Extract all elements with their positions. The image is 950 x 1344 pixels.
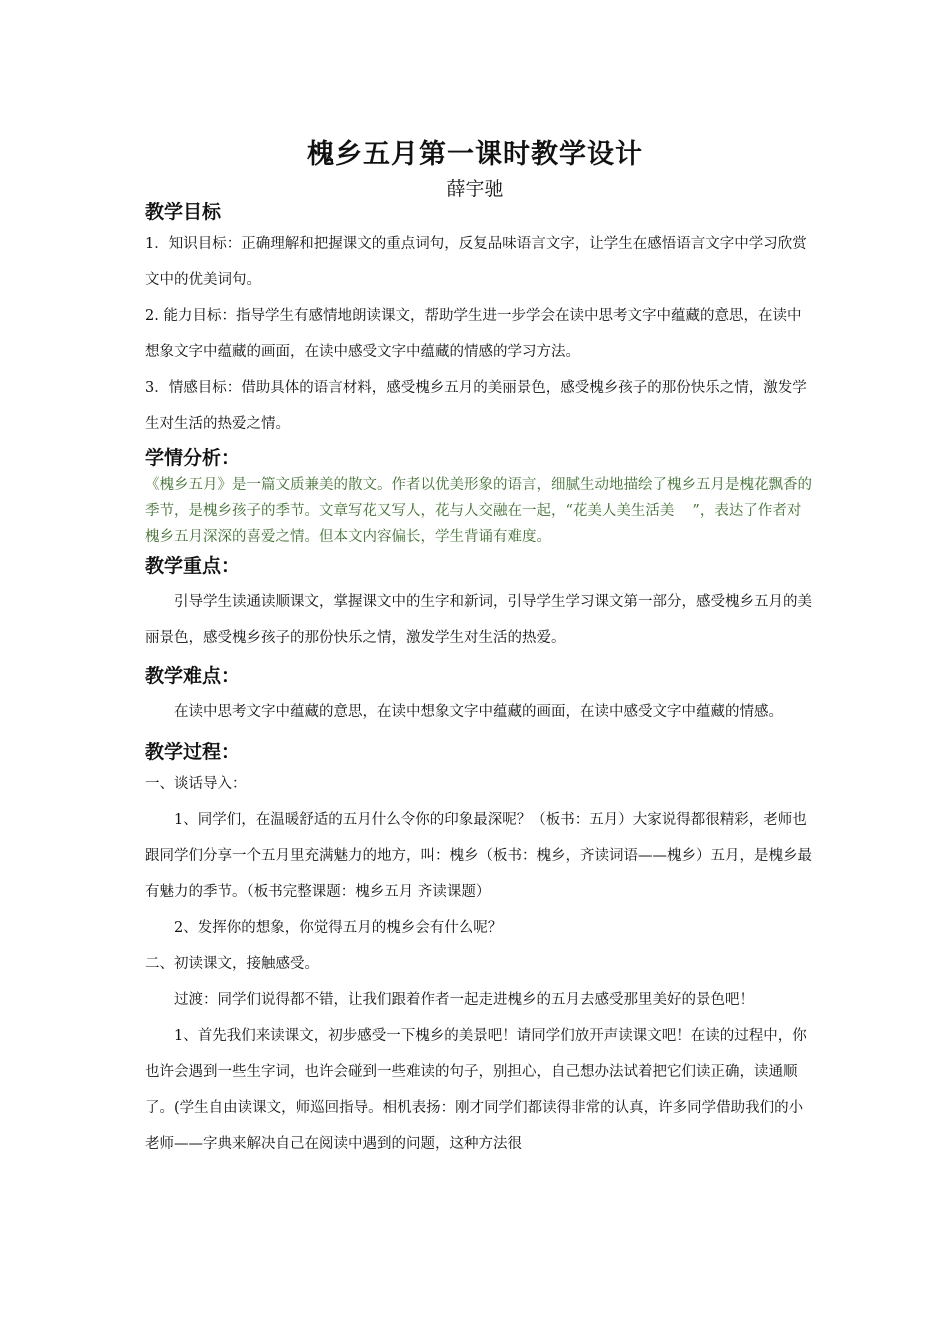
focus-heading: 教学重点： [145,555,241,577]
goals-heading: 教学目标 [145,201,222,223]
analysis-text-part-b: ”，表达了作者对槐乡五月深深的喜爱之情。但本文内容偏长，学生背诵有难度。 [145,503,802,545]
document-body [145,198,815,1162]
goal-emotion: 3．情感目标：借助具体的语言材料，感受槐乡五月的美丽景色，感受槐乡孩子的那份快乐之情，激发学生对生活的热爱之情。 [145,380,807,432]
difficulty-text: 在读中思考文字中蕴藏的意思，在读中想象文字中蕴藏的画面，在读中感受文字中蕴藏的情感。 [174,704,783,720]
analysis-heading: 学情分析： [145,447,241,469]
goal-ability: 2. 能力目标：指导学生有感情地朗读课文，帮助学生进一步学会在读中思考文字中蕴藏的意思，在读中想象文字中蕴藏的画面，在读中感受文字中蕴藏的情感的学习方法。 [145,308,802,360]
section-1-paragraph-2: 2、发挥你的想象，你觉得五月的槐乡会有什么呢？ [174,920,503,936]
section-1-paragraph-1: 1、同学们，在温暖舒适的五月什么令你的印象最深呢？（板书：五月）大家说得都很精彩，老师也跟同学们分享一个五月里充满魅力的地方，叫：槐乡（板书：槐乡，齐读词语——槐乡）五月，是槐乡最有魅力的季节。（板书完整课题：槐乡五月 齐读课题） [145,812,812,900]
focus-text: 引导学生读通读顺课文，掌握课文中的生字和新词，引导学生学习课文第一部分，感受槐乡五月的美丽景色，感受槐乡孩子的那份快乐之情，激发学生对生活的热爱。 [145,594,812,646]
process-heading: 教学过程： [145,741,241,763]
page-title: 槐乡五月第一课时教学设计 [307,139,643,170]
analysis-text [145,472,815,550]
section-2-paragraph-2: 1、首先我们来读课文，初步感受一下槐乡的美景吧！请同学们放开声读课文吧！在读的过程中，你也许会遇到一些生字词，也许会碰到一些难读的句子，别担心，自己想办法试着把它们读正确，读通顺了。(学生自由读课文，师巡回指导。相机表扬：刚才同学们都读得非常的认真，许多同学借助我们的小老师——字典来解决自己在阅读中遇到的问题，这种方法很 [145,1028,807,1152]
difficulty-heading: 教学难点： [145,665,241,687]
section-2-paragraph-1: 过渡：同学们说得都不错，让我们跟着作者一起走进槐乡的五月去感受那里美好的景色吧！ [174,992,754,1008]
section-1-title: 一、谈话导入： [145,776,247,792]
section-2-title: 二、初读课文，接触感受。 [145,956,319,972]
goal-knowledge: 1．知识目标：正确理解和把握课文的重点词句，反复品味语言文字，让学生在感悟语言文字中学习欣赏文中的优美词句。 [145,236,807,288]
analysis-text-part-a: 《槐乡五月》是一篇文质兼美的散文。作者以优美形象的语言，细腻生动地描绘了槐乡五月是槐花飘香的季节，是槐乡孩子的季节。文章写花又写人，花与人交融在一起，“花美人美生活美 [145,477,812,519]
author-name: 薛宇驰 [446,178,504,200]
